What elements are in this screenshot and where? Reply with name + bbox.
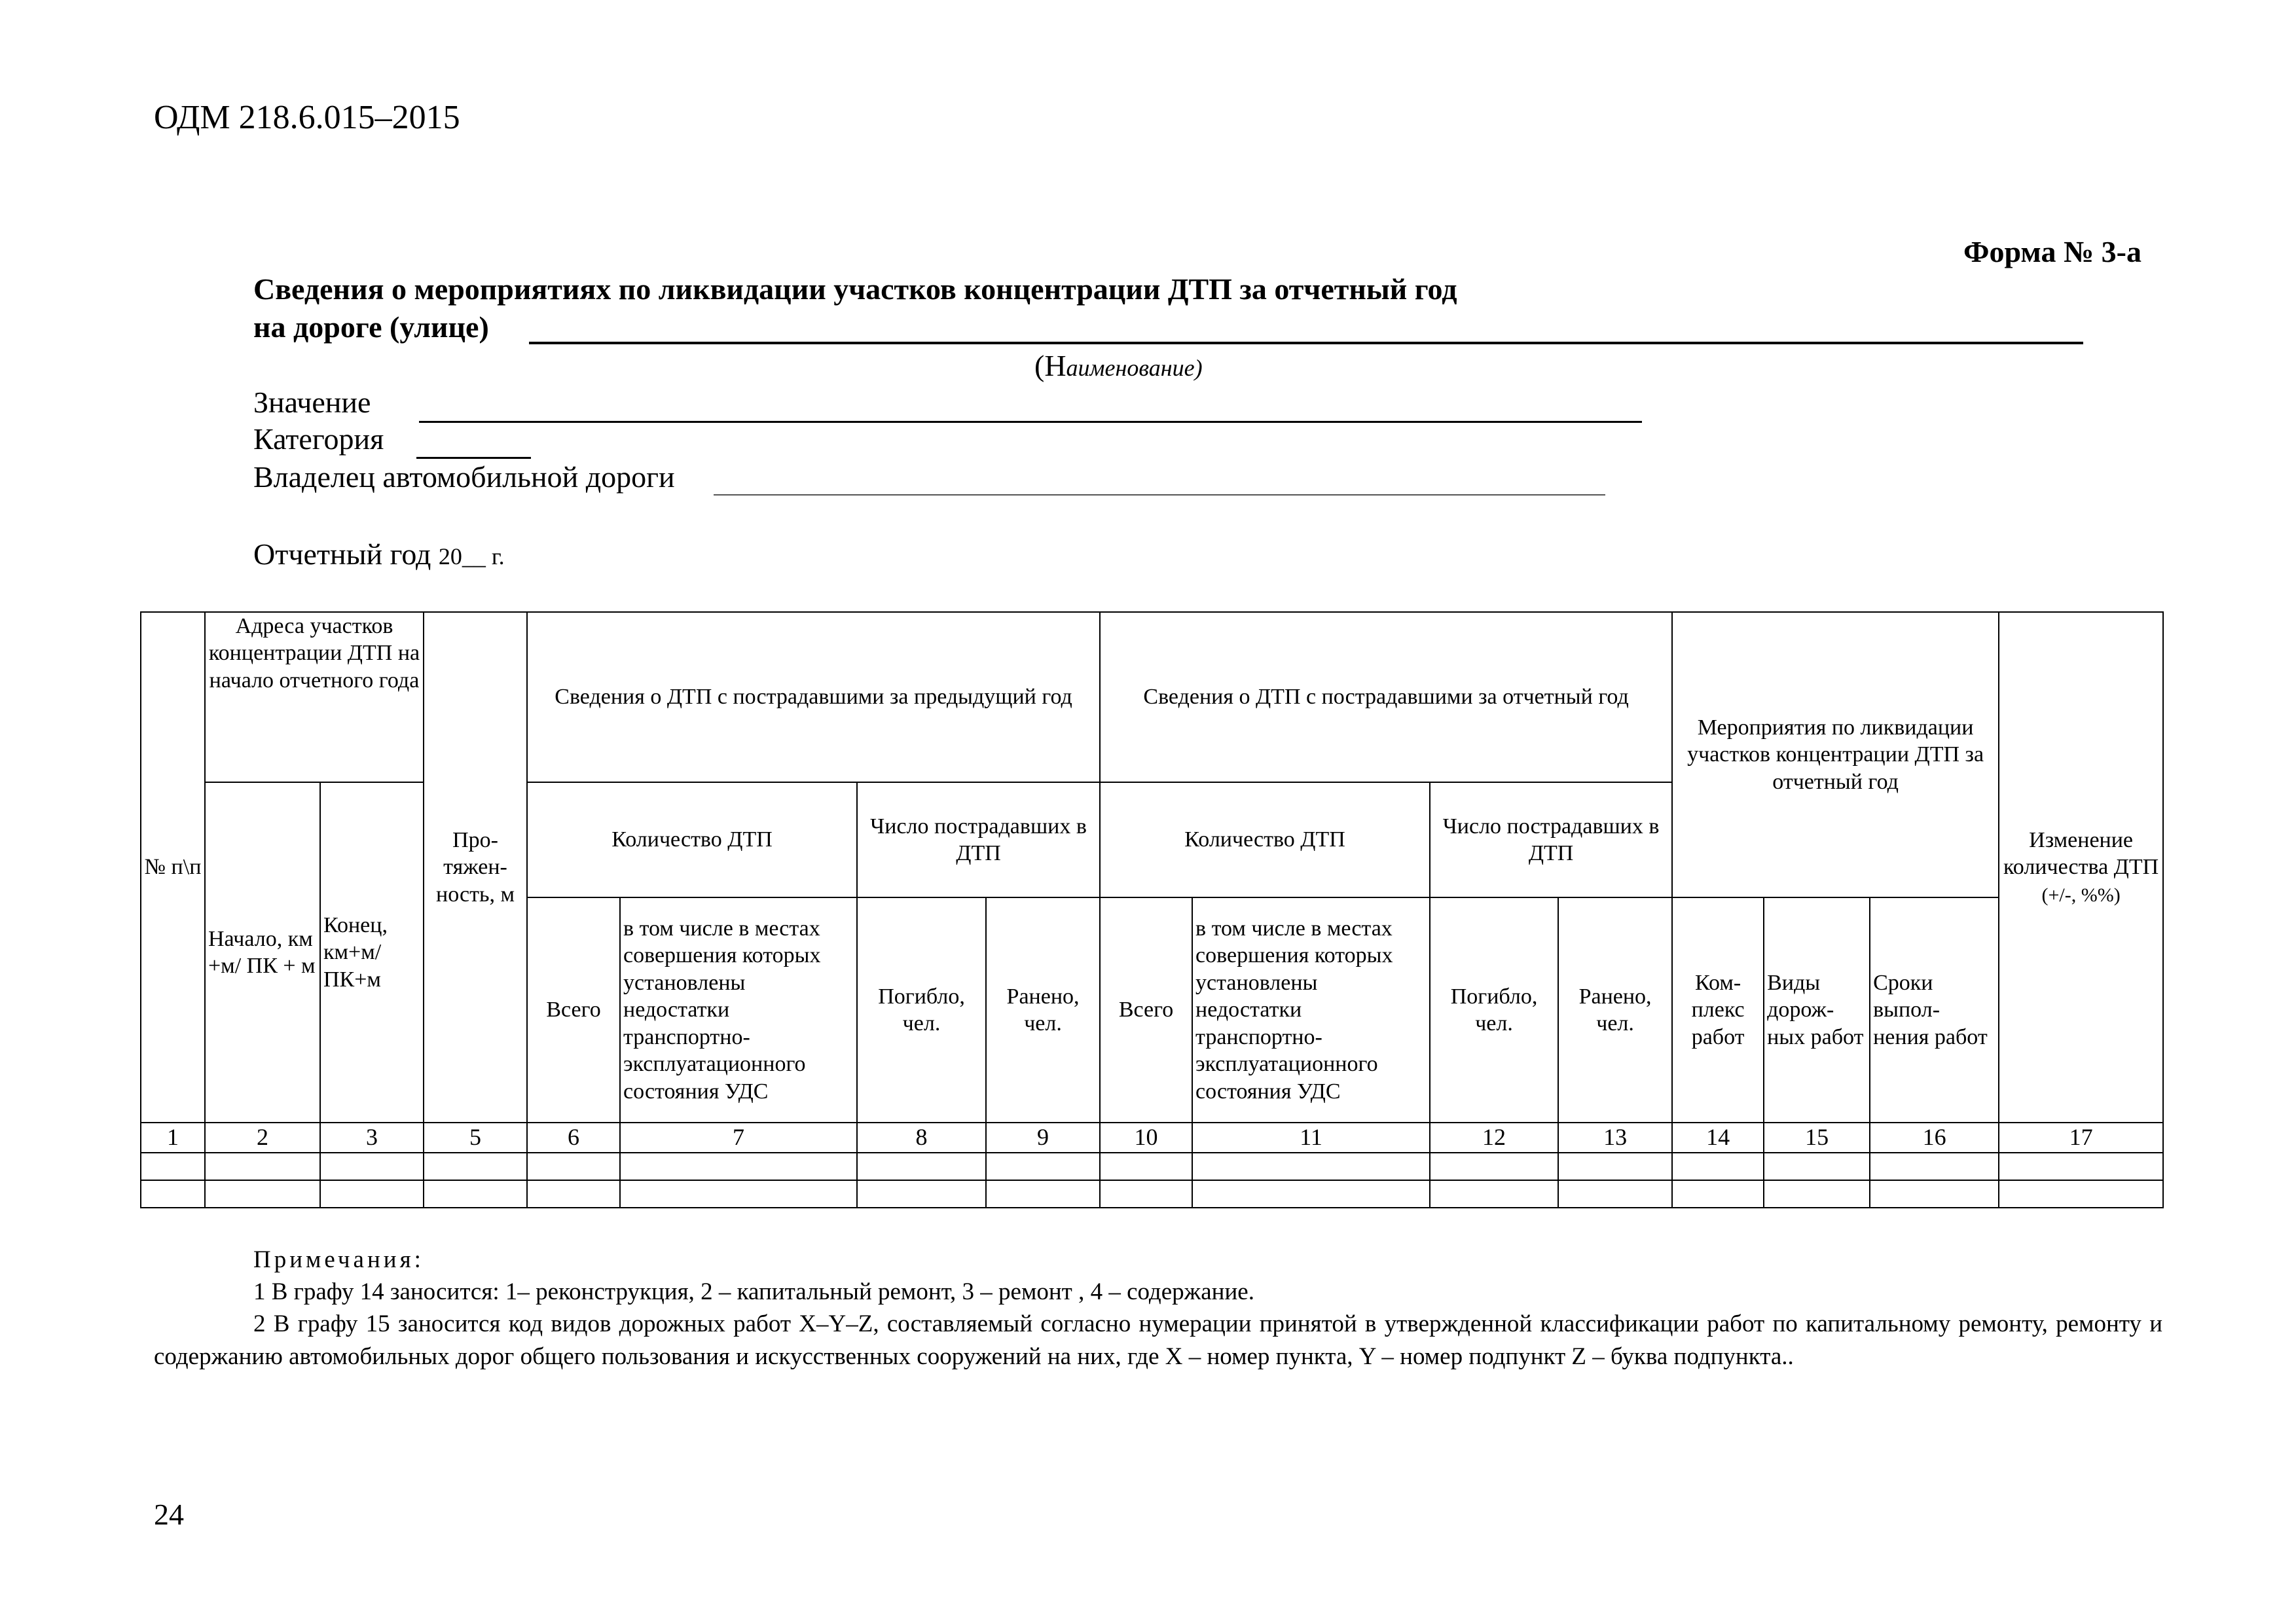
column-number-cell: 15 [1764, 1123, 1870, 1153]
column-number-cell: 2 [205, 1123, 320, 1153]
header-end: Конец, км+м/ ПК+м [320, 782, 424, 1123]
column-number-cell: 8 [857, 1123, 986, 1153]
owner-line [714, 494, 1605, 496]
blank-cell [620, 1153, 857, 1180]
owner-label: Владелец автомобильной дороги [253, 460, 675, 494]
header-change-label: Изменение количества ДТП [2003, 827, 2159, 880]
road-name-line [529, 342, 2083, 344]
road-name-hint-open: (Н [1034, 349, 1066, 382]
header-prev-killed: Погибло, чел. [857, 897, 986, 1123]
header-work-types: Виды дорож-ных работ [1764, 897, 1870, 1123]
blank-cell [1100, 1153, 1192, 1180]
column-number-cell: 5 [424, 1123, 527, 1153]
significance-line [419, 421, 1642, 423]
header-change-unit: (+/-, %%) [2041, 884, 2121, 906]
header-addresses: Адреса участков концентрации ДТП на начало отчетного года [205, 612, 424, 782]
column-number-cell: 16 [1870, 1123, 1999, 1153]
blank-cell [986, 1153, 1100, 1180]
blank-cell [320, 1153, 424, 1180]
column-number-cell: 13 [1558, 1123, 1672, 1153]
column-number-cell: 7 [620, 1123, 857, 1153]
column-number-cell: 3 [320, 1123, 424, 1153]
header-length: Про-тяжен-ность, м [424, 612, 527, 1123]
blank-cell [527, 1153, 620, 1180]
header-report-dtp-count: Количество ДТП [1100, 782, 1430, 897]
header-report-victims: Число пострадавших в ДТП [1430, 782, 1672, 897]
header-report-killed: Погибло, чел. [1430, 897, 1558, 1123]
blank-cell [620, 1180, 857, 1208]
blank-cell [1430, 1153, 1558, 1180]
blank-cell [1192, 1153, 1430, 1180]
header-prev-injured: Ранено, чел. [986, 897, 1100, 1123]
header-prev-victims: Число пострадавших в ДТП [857, 782, 1100, 897]
header-prev-including: в том числе в местах совершения которых установлены недостатки транспортно-эксплуатационного состояния УДС [620, 897, 857, 1123]
table-row [141, 1153, 2163, 1180]
header-report-including: в том числе в местах совершения которых установлены недостатки транспортно-эксплуатационного состояния УДС [1192, 897, 1430, 1123]
blank-cell [1192, 1180, 1430, 1208]
header-report-total: Всего [1100, 897, 1192, 1123]
header-number: № п\п [141, 612, 205, 1123]
header-prev-total: Всего [527, 897, 620, 1123]
blank-cell [1764, 1153, 1870, 1180]
header-measures: Мероприятия по ликвидации участков концентрации ДТП за отчетный год [1672, 612, 1999, 897]
blank-cell [141, 1153, 205, 1180]
road-label: на дороге (улице) [253, 310, 489, 344]
column-number-cell: 17 [1999, 1123, 2163, 1153]
header-change [1999, 612, 2163, 1123]
header-complex: Ком-плекс работ [1672, 897, 1764, 1123]
blank-cell [1672, 1153, 1764, 1180]
blank-cell [986, 1180, 1100, 1208]
blank-cell [1999, 1180, 2163, 1208]
note-2: 2 В графу 15 заносится код видов дорожных работ X–Y–Z, составляемый согласно нумерации принятой в утвержденной классификации работ по капитальному ремонту, ремонту и содержанию автомобильных дорог общего пользования и искусственных сооружений на них, где X – номер пункта, Y – номер подпункт Z – буква подпункта.. [154, 1310, 2162, 1370]
blank-cell [1870, 1180, 1999, 1208]
blank-cell [424, 1180, 527, 1208]
report-year-value: 20__ г. [438, 543, 505, 569]
blank-cell [1430, 1180, 1558, 1208]
blank-cell [1100, 1180, 1192, 1208]
notes-heading: Примечания: [253, 1246, 424, 1273]
blank-cell [205, 1180, 320, 1208]
measures-table [140, 611, 2164, 1208]
column-number-cell: 6 [527, 1123, 620, 1153]
form-number: Форма № 3-а [1963, 235, 2141, 268]
blank-cell [1999, 1153, 2163, 1180]
category-line [416, 457, 531, 459]
blank-cell [857, 1180, 986, 1208]
blank-cell [320, 1180, 424, 1208]
road-name-hint-rest: аименование) [1066, 355, 1203, 381]
column-number-cell: 14 [1672, 1123, 1764, 1153]
report-year [253, 537, 505, 571]
column-number-cell: 10 [1100, 1123, 1192, 1153]
table-row [141, 1180, 2163, 1208]
category-label: Категория [253, 422, 384, 456]
blank-cell [205, 1153, 320, 1180]
page-number: 24 [154, 1498, 184, 1531]
header-prev-dtp-count: Количество ДТП [527, 782, 857, 897]
significance-label: Значение [253, 386, 371, 419]
column-number-cell: 1 [141, 1123, 205, 1153]
blank-cell [857, 1153, 986, 1180]
blank-cell [424, 1153, 527, 1180]
column-number-cell: 11 [1192, 1123, 1430, 1153]
document-code: ОДМ 218.6.015–2015 [154, 99, 460, 136]
header-report-year: Сведения о ДТП с пострадавшими за отчетный год [1100, 612, 1672, 782]
report-year-label: Отчетный год [253, 537, 439, 571]
header-start: Начало, км +м/ ПК + м [205, 782, 320, 1123]
blank-cell [1764, 1180, 1870, 1208]
blank-cell [1870, 1153, 1999, 1180]
column-number-cell: 12 [1430, 1123, 1558, 1153]
blank-cell [1558, 1153, 1672, 1180]
note-1: 1 В графу 14 заносится: 1– реконструкция, 2 – капитальный ремонт, 3 – ремонт , 4 – содержание. [253, 1278, 1254, 1305]
blank-cell [141, 1180, 205, 1208]
header-previous-year: Сведения о ДТП с пострадавшими за предыдущий год [527, 612, 1100, 782]
road-name-hint [1034, 348, 1203, 383]
blank-cell [527, 1180, 620, 1208]
header-deadlines: Сроки выпол-нения работ [1870, 897, 1999, 1123]
header-report-injured: Ранено, чел. [1558, 897, 1672, 1123]
blank-cell [1558, 1180, 1672, 1208]
column-number-cell: 9 [986, 1123, 1100, 1153]
blank-cell [1672, 1180, 1764, 1208]
form-title: Сведения о мероприятиях по ликвидации участков концентрации ДТП за отчетный год [253, 272, 1457, 306]
